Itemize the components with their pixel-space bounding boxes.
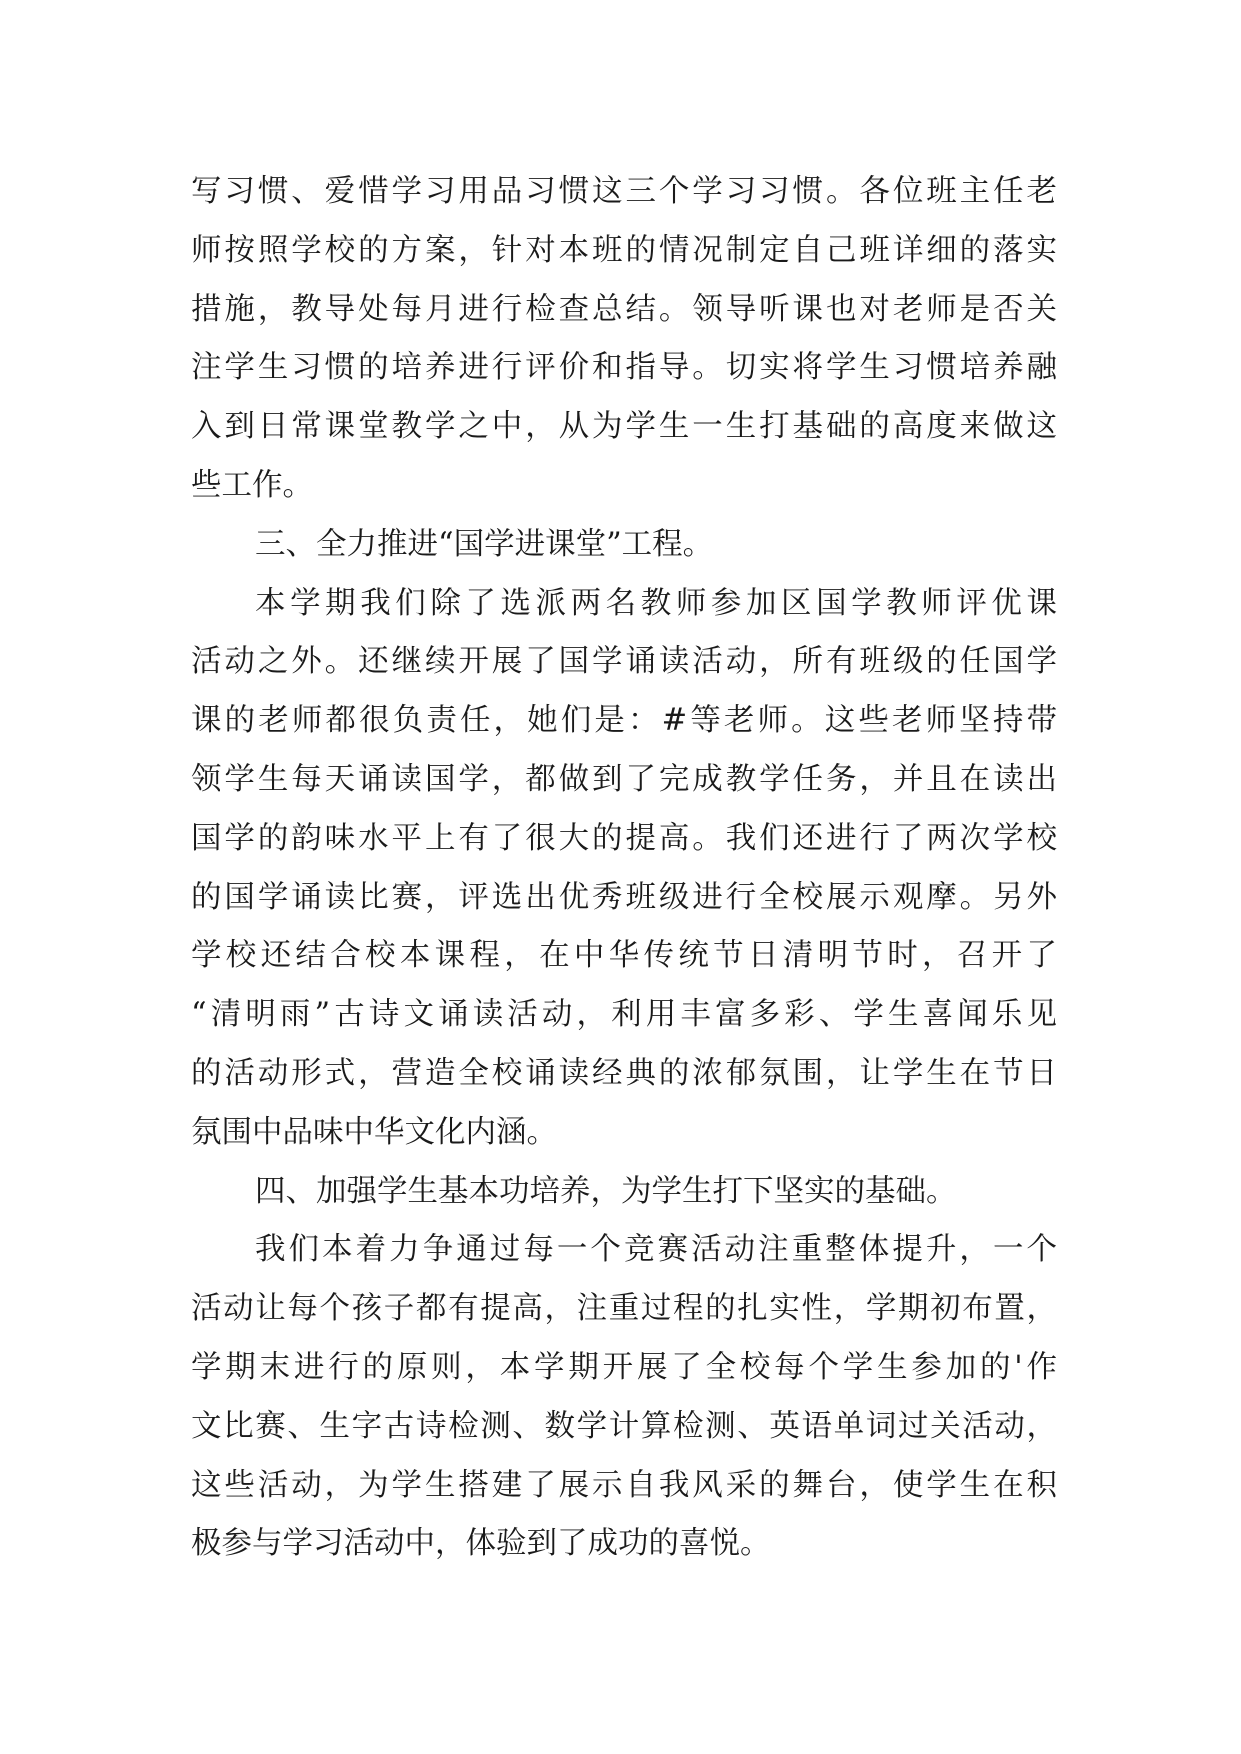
text-line: “清明雨”古诗文诵读活动，利用丰富多彩、学生喜闻乐见 — [191, 997, 1057, 1033]
text-line: 入到日常课堂教学之中，从为学生一生打基础的高度来做这 — [191, 409, 1057, 445]
text-line: 这些活动，为学生搭建了展示自我风采的舞台，使学生在积 — [191, 1467, 1057, 1503]
text-line: 领学生每天诵读国学，都做到了完成教学任务，并且在读出 — [191, 761, 1057, 797]
text-line: 学校还结合校本课程，在中华传统节日清明节时，召开了 — [191, 938, 1057, 974]
text-line: 活动让每个孩子都有提高，注重过程的扎实性，学期初布置， — [191, 1291, 1057, 1327]
section-heading: 四、加强学生基本功培养，为学生打下坚实的基础。 — [255, 1173, 957, 1209]
text-line: 本学期我们除了选派两名教师参加区国学教师评优课 — [255, 585, 1057, 621]
text-line: 课的老师都很负责任，她们是：#等老师。这些老师坚持带 — [191, 703, 1057, 739]
text-line: 措施，教导处每月进行检查总结。领导听课也对老师是否关 — [191, 291, 1057, 327]
text-line: 的活动形式，营造全校诵读经典的浓郁氛围，让学生在节日 — [191, 1055, 1057, 1091]
text-line: 文比赛、生字古诗检测、数学计算检测、英语单词过关活动， — [191, 1408, 1057, 1444]
text-line: 氛围中品味中华文化内涵。 — [191, 1114, 557, 1150]
text-line: 的国学诵读比赛，评选出优秀班级进行全校展示观摩。另外 — [191, 879, 1057, 915]
text-line: 写习惯、爱惜学习用品习惯这三个学习习惯。各位班主任老 — [191, 174, 1057, 209]
text-line: 极参与学习活动中，体验到了成功的喜悦。 — [191, 1526, 771, 1562]
section-heading: 三、全力推进“国学进课堂”工程。 — [255, 526, 714, 562]
text-line: 国学的韵味水平上有了很大的提高。我们还进行了两次学校 — [191, 820, 1057, 856]
text-line: 活动之外。还继续开展了国学诵读活动，所有班级的任国学 — [191, 644, 1057, 680]
text-line: 些工作。 — [191, 467, 313, 503]
text-line: 我们本着力争通过每一个竞赛活动注重整体提升，一个 — [255, 1232, 1057, 1268]
text-line: 注学生习惯的培养进行评价和指导。切实将学生习惯培养融 — [191, 350, 1057, 386]
text-line: 师按照学校的方案，针对本班的情况制定自己班详细的落实 — [191, 232, 1057, 268]
body-text — [191, 163, 1057, 1574]
text-line: 学期末进行的原则，本学期开展了全校每个学生参加的'作 — [191, 1349, 1057, 1385]
